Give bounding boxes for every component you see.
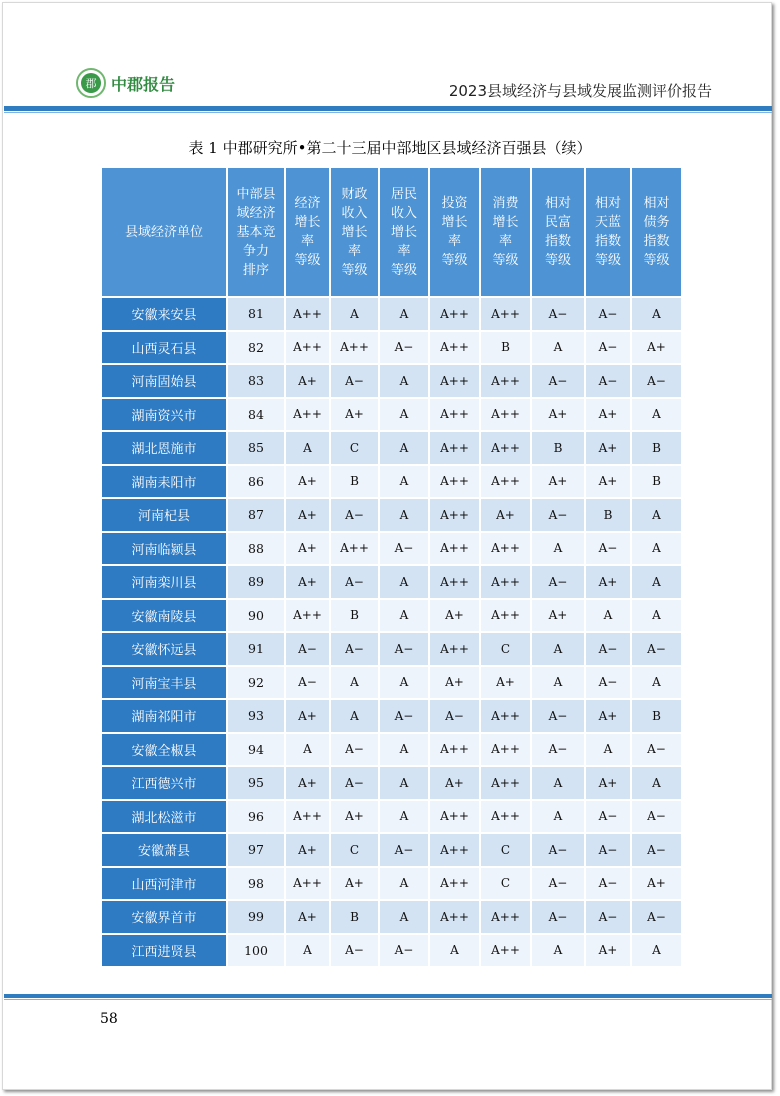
grade-cell: A− xyxy=(586,834,630,868)
grade-cell: A++ xyxy=(286,600,329,634)
grade-cell: A xyxy=(380,298,428,332)
grade-cell: A+ xyxy=(481,667,530,701)
grade-cell: A xyxy=(632,935,681,969)
grade-cell: C xyxy=(481,834,530,868)
grade-cell: A xyxy=(632,298,681,332)
grade-cell: A+ xyxy=(632,332,681,366)
grade-cell: A++ xyxy=(430,432,479,466)
logo-seal-char: 郡 xyxy=(81,73,101,93)
county-name-cell: 河南宝丰县 xyxy=(102,667,226,701)
grade-cell: A xyxy=(380,466,428,500)
grade-cell: A++ xyxy=(481,399,530,433)
rank-cell: 87 xyxy=(228,499,284,533)
grade-cell: A− xyxy=(286,633,329,667)
header-divider-thin xyxy=(4,112,772,113)
table-row xyxy=(102,901,681,935)
grade-cell: A+ xyxy=(586,432,630,466)
grade-cell: C xyxy=(481,868,530,902)
rank-cell: 89 xyxy=(228,566,284,600)
grade-cell: A− xyxy=(586,868,630,902)
grade-cell: A++ xyxy=(481,365,530,399)
column-header: 居民 收入 增长 率 等级 xyxy=(380,168,428,298)
logo xyxy=(76,68,175,98)
table-row xyxy=(102,633,681,667)
county-name-cell: 安徽萧县 xyxy=(102,834,226,868)
grade-cell: A− xyxy=(586,633,630,667)
county-name-cell: 山西河津市 xyxy=(102,868,226,902)
grade-cell: A+ xyxy=(586,935,630,969)
table-row xyxy=(102,432,681,466)
county-name-cell: 安徽界首市 xyxy=(102,901,226,935)
grade-cell: A++ xyxy=(430,868,479,902)
grade-cell: A− xyxy=(532,834,584,868)
grade-cell: A+ xyxy=(586,466,630,500)
grade-cell: A++ xyxy=(481,901,530,935)
table-row xyxy=(102,834,681,868)
grade-cell: B xyxy=(481,332,530,366)
grade-cell: A xyxy=(380,432,428,466)
grade-cell: A+ xyxy=(331,399,378,433)
grade-cell: A− xyxy=(286,667,329,701)
rank-cell: 96 xyxy=(228,801,284,835)
rank-cell: 85 xyxy=(228,432,284,466)
column-header: 消费 增长 率 等级 xyxy=(481,168,530,298)
table-row xyxy=(102,700,681,734)
grade-cell: A xyxy=(532,767,584,801)
grade-cell: A xyxy=(331,700,378,734)
grade-cell: A− xyxy=(586,298,630,332)
table-row xyxy=(102,767,681,801)
grade-cell: A xyxy=(632,566,681,600)
grade-cell: A− xyxy=(532,901,584,935)
county-name-cell: 河南临颍县 xyxy=(102,533,226,567)
rank-cell: 95 xyxy=(228,767,284,801)
grade-cell: A++ xyxy=(481,600,530,634)
grade-cell: A xyxy=(532,935,584,969)
grade-cell: B xyxy=(331,600,378,634)
grade-cell: A− xyxy=(632,901,681,935)
table-row xyxy=(102,365,681,399)
grade-cell: A+ xyxy=(430,600,479,634)
grade-cell: A− xyxy=(632,633,681,667)
grade-cell: A+ xyxy=(331,868,378,902)
grade-cell: A xyxy=(380,901,428,935)
grade-cell: A− xyxy=(380,700,428,734)
grade-cell: A+ xyxy=(586,399,630,433)
grade-cell: A xyxy=(586,734,630,768)
grade-cell: A xyxy=(286,432,329,466)
county-name-cell: 湖北松滋市 xyxy=(102,801,226,835)
grade-cell: B xyxy=(331,466,378,500)
header-divider xyxy=(4,106,772,111)
grade-cell: A+ xyxy=(286,566,329,600)
rank-cell: 83 xyxy=(228,365,284,399)
grade-cell: A++ xyxy=(430,801,479,835)
county-name-cell: 河南栾川县 xyxy=(102,566,226,600)
grade-cell: A− xyxy=(632,734,681,768)
table-body xyxy=(102,298,681,968)
grade-cell: A− xyxy=(586,667,630,701)
county-ranking-table xyxy=(100,168,683,968)
grade-cell: B xyxy=(586,499,630,533)
county-name-cell: 安徽全椒县 xyxy=(102,734,226,768)
grade-cell: A++ xyxy=(430,734,479,768)
rank-cell: 86 xyxy=(228,466,284,500)
logo-text: 中郡报告 xyxy=(111,74,176,94)
grade-cell: A+ xyxy=(286,901,329,935)
grade-cell: A xyxy=(380,767,428,801)
grade-cell: A− xyxy=(586,365,630,399)
column-header: 投资 增长 率 等级 xyxy=(430,168,479,298)
table-header-row xyxy=(102,168,681,298)
county-name-cell: 江西进贤县 xyxy=(102,935,226,969)
grade-cell: B xyxy=(632,432,681,466)
grade-cell: C xyxy=(331,432,378,466)
grade-cell: A++ xyxy=(430,466,479,500)
grade-cell: A− xyxy=(331,499,378,533)
rank-cell: 91 xyxy=(228,633,284,667)
grade-cell: A++ xyxy=(481,298,530,332)
grade-cell: A− xyxy=(532,566,584,600)
grade-cell: A xyxy=(632,767,681,801)
grade-cell: A++ xyxy=(481,466,530,500)
rank-cell: 100 xyxy=(228,935,284,969)
grade-cell: A xyxy=(331,667,378,701)
grade-cell: A xyxy=(586,600,630,634)
grade-cell: A++ xyxy=(481,700,530,734)
grade-cell: A++ xyxy=(430,499,479,533)
grade-cell: A++ xyxy=(430,399,479,433)
grade-cell: A xyxy=(380,801,428,835)
table-row xyxy=(102,600,681,634)
logo-seal-icon xyxy=(76,68,106,98)
grade-cell: A+ xyxy=(286,365,329,399)
grade-cell: A+ xyxy=(586,566,630,600)
rank-cell: 94 xyxy=(228,734,284,768)
grade-cell: A xyxy=(632,667,681,701)
grade-cell: A++ xyxy=(481,734,530,768)
grade-cell: A− xyxy=(532,499,584,533)
grade-cell: A+ xyxy=(481,499,530,533)
table-row xyxy=(102,801,681,835)
grade-cell: A++ xyxy=(430,533,479,567)
grade-cell: A xyxy=(380,566,428,600)
grade-cell: A++ xyxy=(430,633,479,667)
grade-cell: A xyxy=(532,633,584,667)
grade-cell: A xyxy=(380,868,428,902)
grade-cell: A++ xyxy=(286,332,329,366)
grade-cell: A++ xyxy=(481,767,530,801)
column-header: 相对 天蓝 指数 等级 xyxy=(586,168,630,298)
grade-cell: A− xyxy=(532,298,584,332)
grade-cell: A++ xyxy=(331,332,378,366)
grade-cell: C xyxy=(481,633,530,667)
grade-cell: A++ xyxy=(481,801,530,835)
grade-cell: A xyxy=(532,801,584,835)
grade-cell: A xyxy=(632,533,681,567)
grade-cell: B xyxy=(532,432,584,466)
table-row xyxy=(102,734,681,768)
column-header: 相对 民富 指数 等级 xyxy=(532,168,584,298)
grade-cell: A++ xyxy=(481,533,530,567)
grade-cell: A− xyxy=(331,734,378,768)
grade-cell: A xyxy=(331,298,378,332)
county-name-cell: 湖南资兴市 xyxy=(102,399,226,433)
grade-cell: A++ xyxy=(286,801,329,835)
grade-cell: A xyxy=(632,399,681,433)
grade-cell: A xyxy=(532,332,584,366)
grade-cell: A xyxy=(380,667,428,701)
grade-cell: A+ xyxy=(286,834,329,868)
table-row xyxy=(102,935,681,969)
column-header: 相对 债务 指数 等级 xyxy=(632,168,681,298)
column-header: 中部县 域经济 基本竞 争力 排序 xyxy=(228,168,284,298)
grade-cell: A++ xyxy=(481,566,530,600)
grade-cell: A++ xyxy=(430,566,479,600)
county-name-cell: 安徽南陵县 xyxy=(102,600,226,634)
rank-cell: 93 xyxy=(228,700,284,734)
table-row xyxy=(102,566,681,600)
grade-cell: B xyxy=(632,466,681,500)
grade-cell: A− xyxy=(331,633,378,667)
grade-cell: A− xyxy=(380,834,428,868)
county-name-cell: 安徽怀远县 xyxy=(102,633,226,667)
grade-cell: A+ xyxy=(286,533,329,567)
grade-cell: A− xyxy=(532,365,584,399)
rank-cell: 90 xyxy=(228,600,284,634)
grade-cell: A− xyxy=(380,935,428,969)
grade-cell: A− xyxy=(532,700,584,734)
grade-cell: A− xyxy=(586,901,630,935)
grade-cell: C xyxy=(331,834,378,868)
grade-cell: A+ xyxy=(632,868,681,902)
rank-cell: 92 xyxy=(228,667,284,701)
grade-cell: A++ xyxy=(430,834,479,868)
rank-cell: 99 xyxy=(228,901,284,935)
county-name-cell: 湖南耒阳市 xyxy=(102,466,226,500)
grade-cell: A+ xyxy=(586,700,630,734)
grade-cell: A+ xyxy=(586,767,630,801)
page-number: 58 xyxy=(100,1011,118,1027)
grade-cell: A− xyxy=(532,868,584,902)
grade-cell: A xyxy=(380,499,428,533)
rank-cell: 97 xyxy=(228,834,284,868)
grade-cell: A− xyxy=(380,332,428,366)
grade-cell: A+ xyxy=(532,600,584,634)
grade-cell: A xyxy=(430,935,479,969)
grade-cell: A+ xyxy=(286,767,329,801)
table-row xyxy=(102,533,681,567)
grade-cell: A++ xyxy=(430,365,479,399)
grade-cell: A− xyxy=(380,533,428,567)
grade-cell: A xyxy=(380,399,428,433)
grade-cell: A++ xyxy=(430,901,479,935)
table-row xyxy=(102,667,681,701)
grade-cell: A xyxy=(380,600,428,634)
grade-cell: A− xyxy=(586,332,630,366)
grade-cell: A− xyxy=(331,767,378,801)
grade-cell: A xyxy=(380,734,428,768)
grade-cell: A+ xyxy=(286,700,329,734)
county-name-cell: 湖北恩施市 xyxy=(102,432,226,466)
table-row xyxy=(102,868,681,902)
grade-cell: A xyxy=(532,667,584,701)
grade-cell: A++ xyxy=(430,298,479,332)
grade-cell: A− xyxy=(532,734,584,768)
grade-cell: A− xyxy=(586,533,630,567)
column-header: 经济 增长 率 等级 xyxy=(286,168,329,298)
rank-cell: 98 xyxy=(228,868,284,902)
grade-cell: A xyxy=(380,365,428,399)
grade-cell: A++ xyxy=(286,298,329,332)
grade-cell: A++ xyxy=(331,533,378,567)
table-row xyxy=(102,399,681,433)
county-name-cell: 河南固始县 xyxy=(102,365,226,399)
grade-cell: A− xyxy=(430,700,479,734)
grade-cell: A+ xyxy=(532,399,584,433)
grade-cell: B xyxy=(331,901,378,935)
grade-cell: A+ xyxy=(430,667,479,701)
grade-cell: A++ xyxy=(481,935,530,969)
grade-cell: A xyxy=(286,734,329,768)
rank-cell: 81 xyxy=(228,298,284,332)
rank-cell: 84 xyxy=(228,399,284,433)
table-row xyxy=(102,298,681,332)
rank-cell: 88 xyxy=(228,533,284,567)
grade-cell: A xyxy=(532,533,584,567)
grade-cell: A− xyxy=(586,801,630,835)
county-name-cell: 河南杞县 xyxy=(102,499,226,533)
column-header: 县域经济单位 xyxy=(102,168,226,298)
table-row xyxy=(102,499,681,533)
county-name-cell: 湖南祁阳市 xyxy=(102,700,226,734)
grade-cell: A− xyxy=(632,834,681,868)
grade-cell: B xyxy=(632,700,681,734)
grade-cell: A++ xyxy=(286,868,329,902)
grade-cell: A++ xyxy=(481,432,530,466)
table-title: 表 1 中郡研究所•第二十三届中部地区县域经济百强县（续） xyxy=(188,139,592,157)
grade-cell: A+ xyxy=(430,767,479,801)
grade-cell: A+ xyxy=(286,499,329,533)
county-name-cell: 山西灵石县 xyxy=(102,332,226,366)
grade-cell: A+ xyxy=(286,466,329,500)
footer-divider-thin xyxy=(4,999,772,1000)
grade-cell: A− xyxy=(331,935,378,969)
grade-cell: A++ xyxy=(430,332,479,366)
table-row xyxy=(102,466,681,500)
grade-cell: A− xyxy=(632,801,681,835)
grade-cell: A++ xyxy=(286,399,329,433)
county-name-cell: 安徽来安县 xyxy=(102,298,226,332)
grade-cell: A− xyxy=(331,365,378,399)
grade-cell: A+ xyxy=(331,801,378,835)
column-header: 财政 收入 增长 率 等级 xyxy=(331,168,378,298)
grade-cell: A− xyxy=(331,566,378,600)
grade-cell: A xyxy=(632,499,681,533)
grade-cell: A− xyxy=(632,365,681,399)
report-title: 2023县域经济与县域发展监测评价报告 xyxy=(448,82,712,100)
grade-cell: A xyxy=(286,935,329,969)
county-name-cell: 江西德兴市 xyxy=(102,767,226,801)
grade-cell: A+ xyxy=(532,466,584,500)
footer-divider xyxy=(4,994,772,998)
rank-cell: 82 xyxy=(228,332,284,366)
table-row xyxy=(102,332,681,366)
grade-cell: A− xyxy=(380,633,428,667)
grade-cell: A xyxy=(632,600,681,634)
